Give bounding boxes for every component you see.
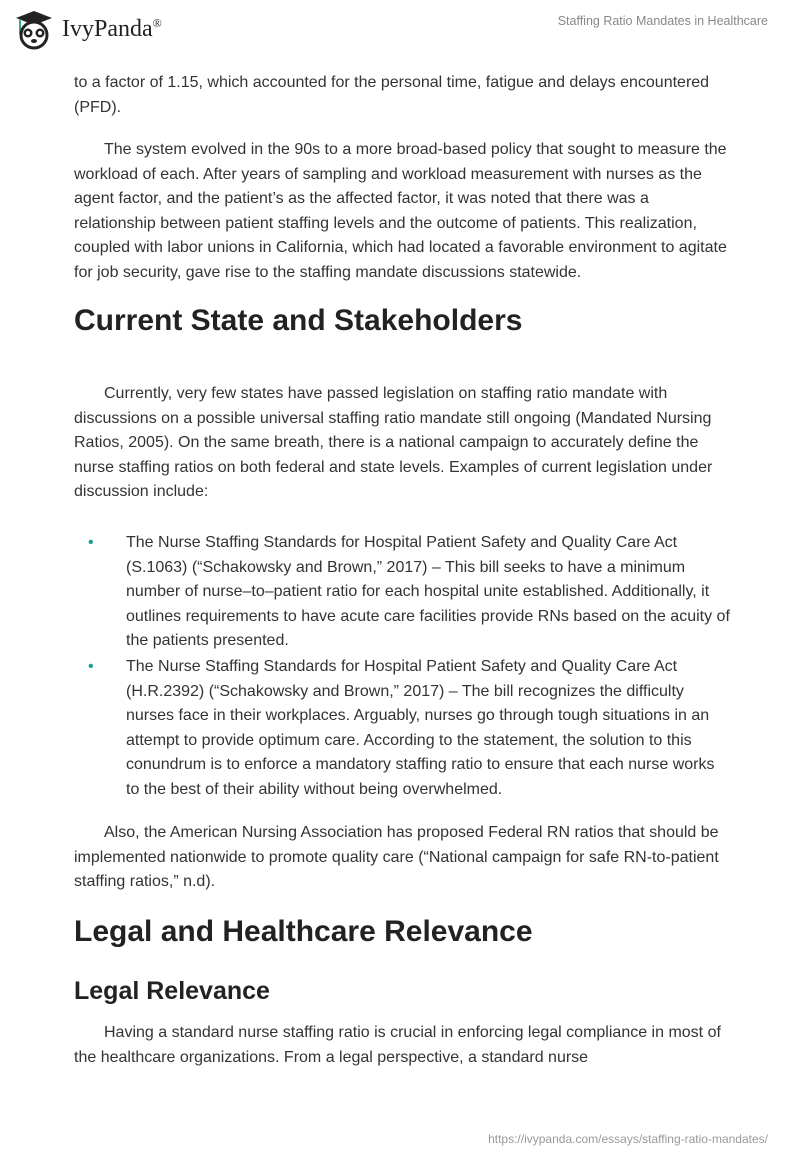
section-heading: Current State and Stakeholders	[74, 304, 523, 337]
list-item: The Nurse Staffing Standards for Hospital Patient Safety and Quality Care Act (H.R.2392) (“Schakowsky and Brown,” 2017) – The bill recognizes the difficulty nurses face in their workplaces. Arguably, nurses go through tough situations in an attempt to provide optimum care. According to the statement, the solution to this conundrum is to enforce a mandatory staffing ratio to ensure that each nurse works to the best of their ability without being overwhelmed.	[126, 658, 715, 798]
section-heading: Legal and Healthcare Relevance	[74, 915, 533, 948]
paragraph: Having a standard nurse staffing ratio is crucial in enforcing legal compliance in most of the healthcare organizations. From a legal perspective, a standard nurse	[74, 1024, 721, 1066]
paragraph: The system evolved in the 90s to a more broad-based policy that sought to measure the workload of each. After years of sampling and workload measurement with nurses as the agent factor, and the patient’s as the affected factor, it was noted that there was a relationship between patient staffing levels and the outcome of patients. This realization, coupled with labor unions in California, which had located a favorable environment to agitate for job security, gave rise to the staffing mandate discussions statewide.	[74, 141, 727, 281]
list-item: The Nurse Staffing Standards for Hospital Patient Safety and Quality Care Act (S.1063) (“Schakowsky and Brown,” 2017) – This bill seeks to have a minimum number of nurse–to–patient ratio for each hospital unite established. Additionally, it outlines requirements to have acute care facilities provide RNs based on the acuity of the patients presented.	[126, 534, 730, 650]
paragraph: Also, the American Nursing Association has proposed Federal RN ratios that should be implemented nationwide to promote quality care (“National campaign for safe RN-to-patient staffing ratios,” n.d).	[74, 824, 719, 891]
subsection-heading: Legal Relevance	[74, 977, 270, 1005]
source-url[interactable]: https://ivypanda.com/essays/staffing-ratio-mandates/	[488, 1132, 768, 1146]
paragraph: to a factor of 1.15, which accounted for the personal time, fatigue and delays encountered (PFD).	[74, 74, 710, 116]
bullet-icon: •	[88, 534, 94, 551]
panda-logo-icon	[12, 8, 56, 50]
logo-text: IvyPanda®	[62, 15, 162, 42]
paragraph: Currently, very few states have passed legislation on staffing ratio mandate with discussions on a possible universal staffing ratio mandate still ongoing (Mandated Nursing Ratios, 2005). On the same breath, there is a national campaign to accurately define the nurse staffing ratios on both federal and state levels. Examples of current legislation under discussion include:	[74, 385, 713, 501]
bullet-icon: •	[88, 658, 94, 675]
document-title: Staffing Ratio Mandates in Healthcare	[557, 14, 768, 28]
ivypanda-logo[interactable]	[12, 8, 162, 50]
